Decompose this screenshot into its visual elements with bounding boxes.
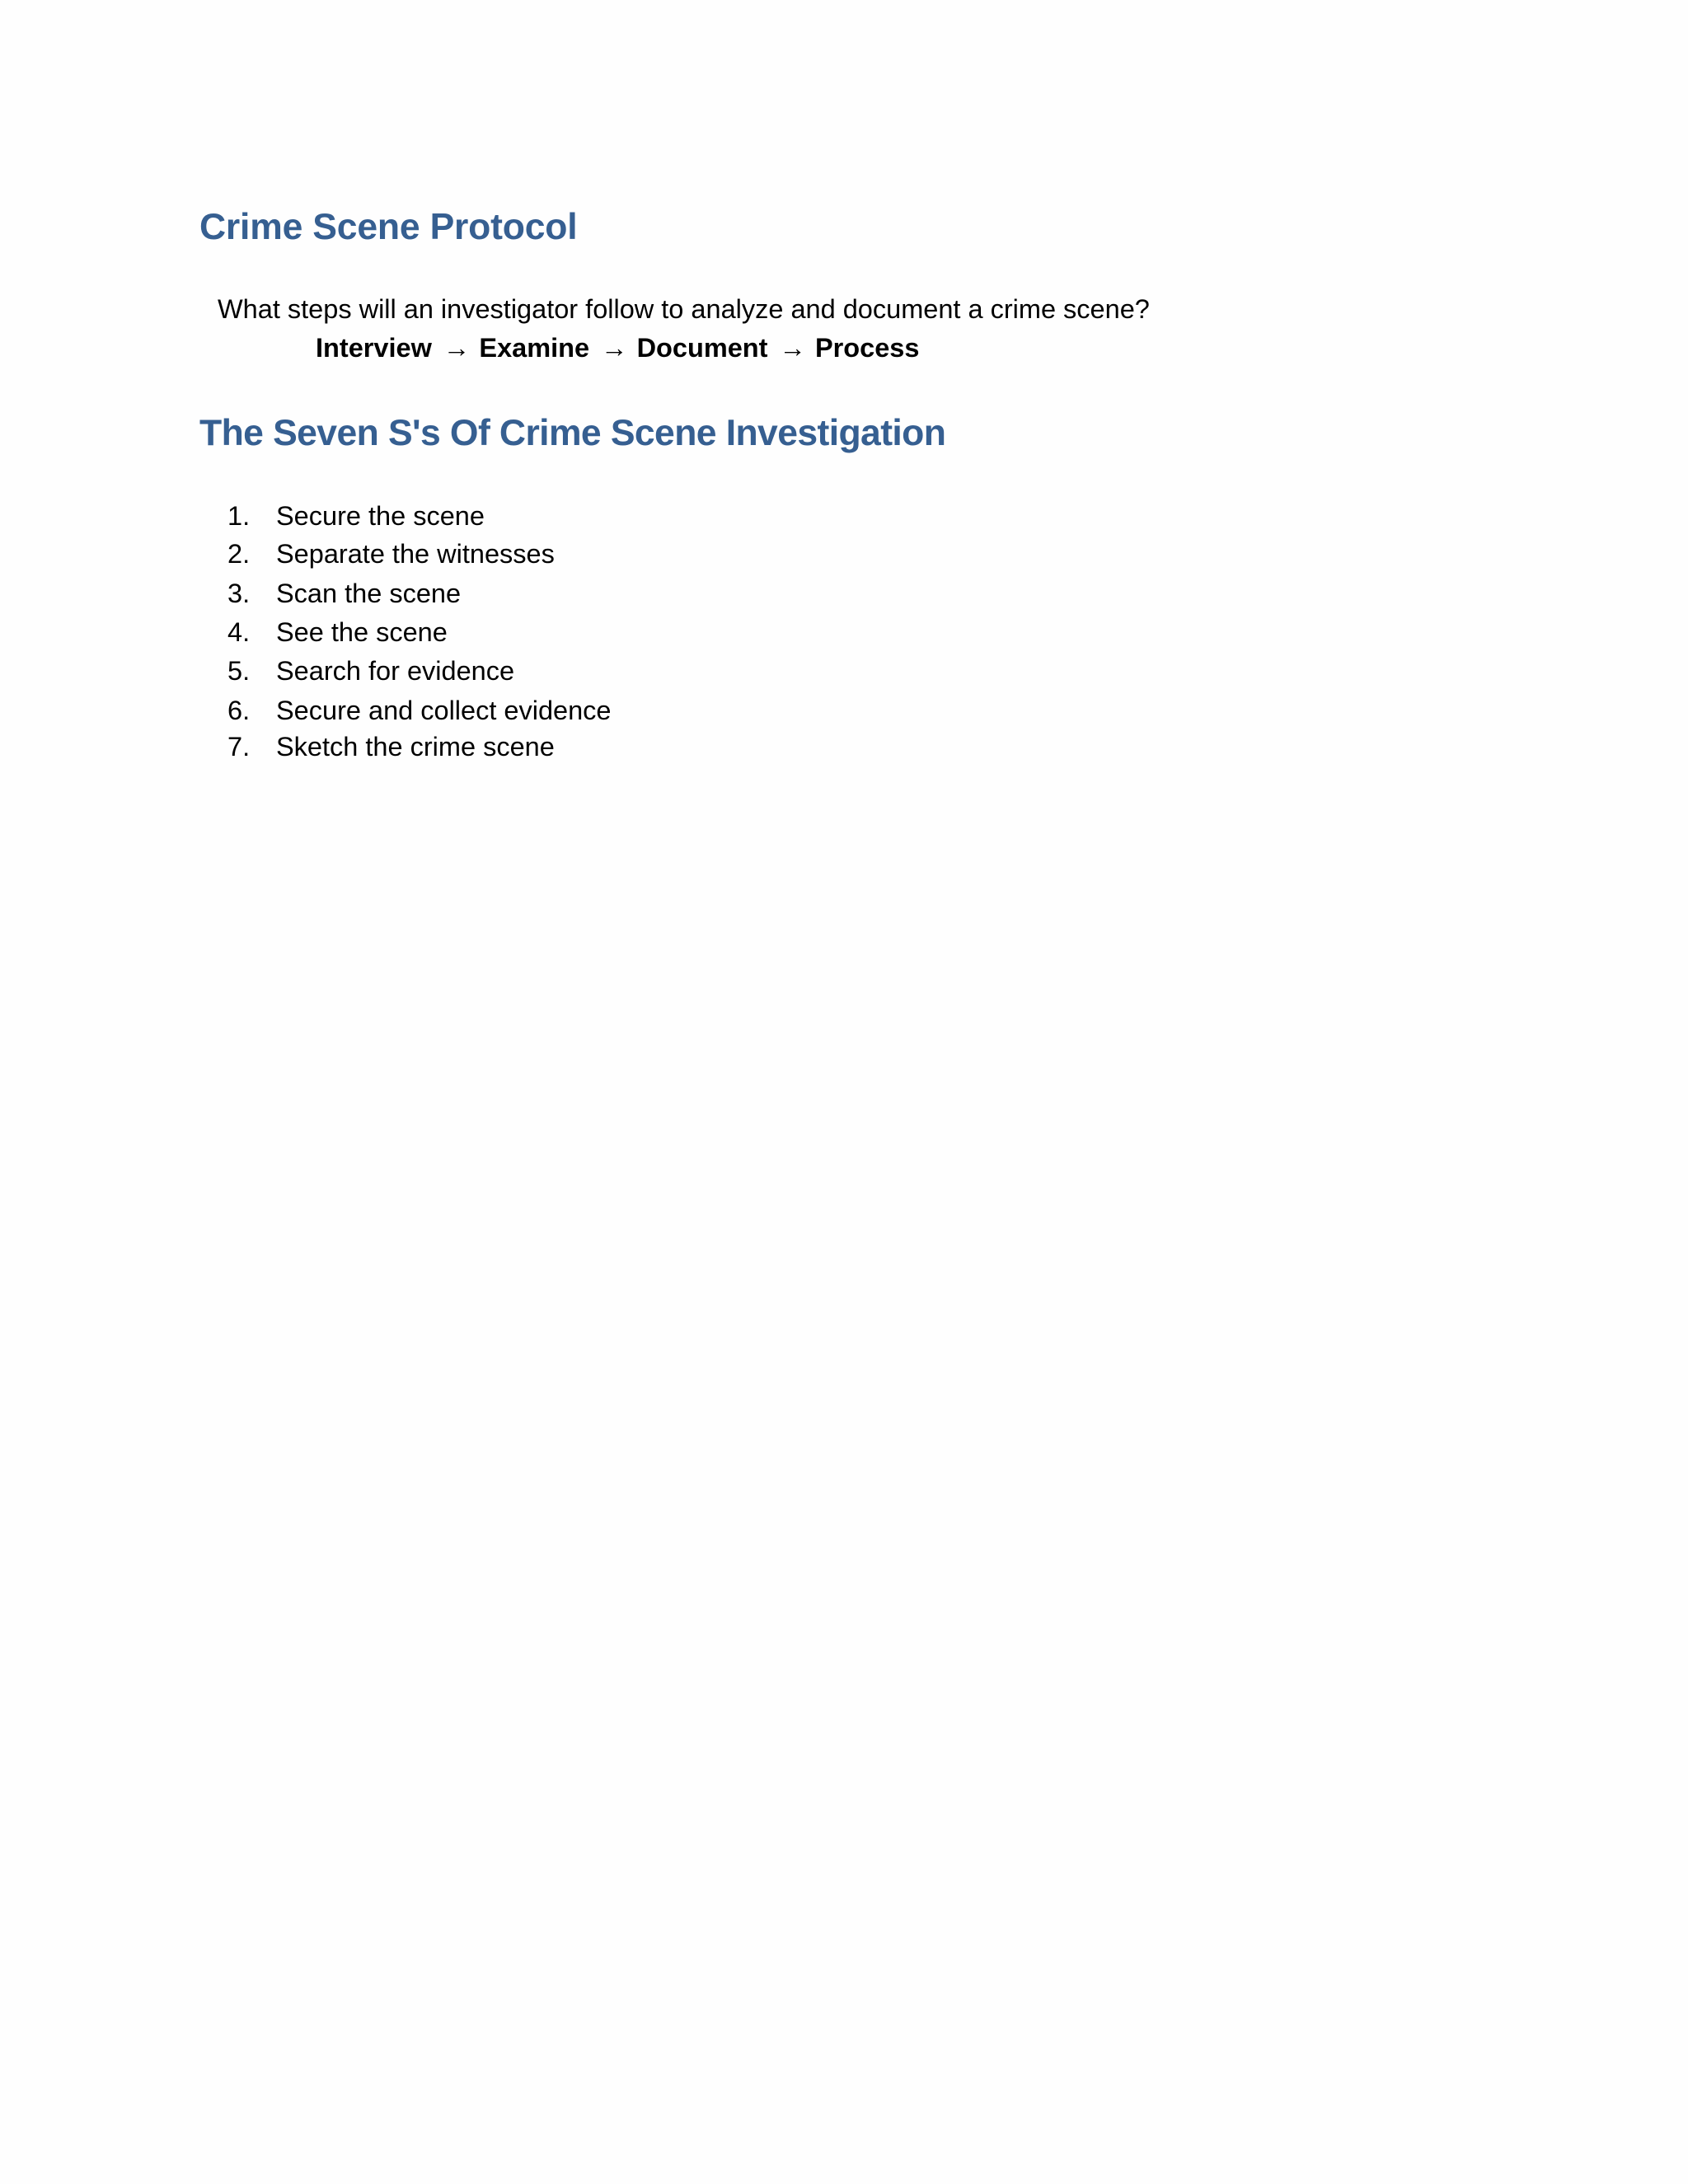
list-item xyxy=(227,733,555,761)
section-heading-seven-s: The Seven S's Of Crime Scene Investigation xyxy=(199,413,946,453)
list-item-number: 5. xyxy=(227,655,251,686)
list-item-number: 2. xyxy=(227,538,251,569)
list-item-number: 7. xyxy=(227,731,251,762)
list-item xyxy=(227,500,485,531)
list-item-text: Secure and collect evidence xyxy=(276,695,612,725)
flow-step-examine: Examine xyxy=(479,332,590,363)
flow-step-interview: Interview xyxy=(316,332,432,363)
list-item-text: See the scene xyxy=(276,616,448,647)
list-item xyxy=(227,580,461,607)
list-item-number: 6. xyxy=(227,695,251,725)
investigation-flow xyxy=(316,332,920,363)
list-item-text: Scan the scene xyxy=(276,578,462,608)
right-arrow-icon: → xyxy=(443,332,471,363)
list-item xyxy=(227,655,515,686)
list-item-text: Secure the scene xyxy=(276,500,485,531)
list-item xyxy=(227,538,555,569)
question-text: What steps will an investigator follow to analyze and document a crime scene? xyxy=(218,293,1150,324)
list-item xyxy=(227,616,448,647)
flow-step-document: Document xyxy=(636,332,768,363)
section-heading-crime-scene-protocol: Crime Scene Protocol xyxy=(199,207,578,247)
list-item xyxy=(227,697,612,724)
flow-step-process: Process xyxy=(814,332,920,363)
right-arrow-icon: → xyxy=(779,332,806,363)
right-arrow-icon: → xyxy=(601,332,628,363)
list-item-text: Separate the witnesses xyxy=(276,538,555,569)
list-item-number: 1. xyxy=(227,500,251,531)
list-item-text: Search for evidence xyxy=(276,655,515,686)
list-item-text: Sketch the crime scene xyxy=(276,731,555,762)
list-item-number: 4. xyxy=(227,616,251,647)
list-item-number: 3. xyxy=(227,578,251,608)
